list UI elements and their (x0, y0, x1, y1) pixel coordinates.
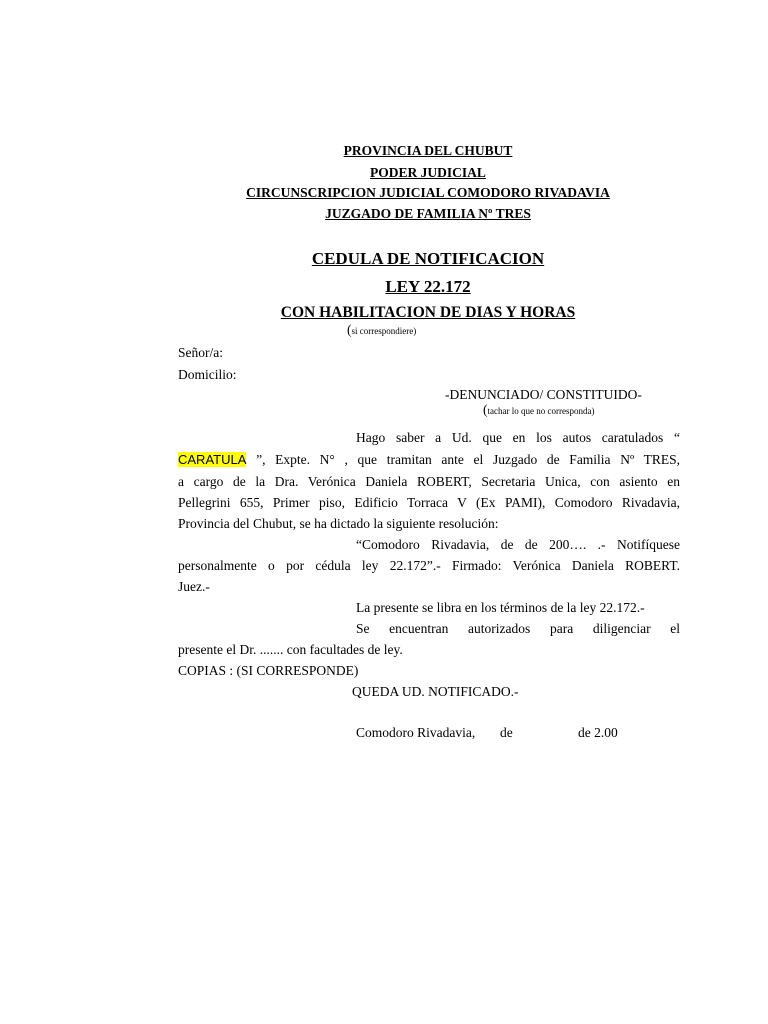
tachar-text: tachar lo que no corresponda) (487, 406, 595, 416)
body-p1-line3: a cargo de la Dra. Verónica Daniela ROBERT, Secretaria Unica, con asiento en (178, 474, 680, 489)
body-p1-line4: Pellegrini 655, Primer piso, Edificio Torraca V (Ex PAMI), Comodoro Rivadavia, (178, 495, 680, 510)
date-year: de 2.00 (578, 725, 618, 740)
body-p4-line2: presente el Dr. ....... con facultades de ley. (178, 642, 403, 657)
body-p1-line2-rest: ”, Expte. N° , que tramitan ante el Juzgado de Familia Nº TRES, (246, 452, 680, 467)
habilitacion-title: CON HABILITACION DE DIAS Y HORAS (280, 304, 576, 321)
tachar-note (483, 401, 594, 419)
paren-open: ( (483, 402, 488, 417)
denunciado-label: -DENUNCIADO/ CONSTITUIDO- (445, 387, 642, 402)
header-province: PROVINCIA DEL CHUBUT (343, 143, 513, 158)
date-place: Comodoro Rivadavia, (356, 725, 476, 740)
senor-label: Señor/a: (178, 345, 223, 360)
body-p1-line5: Provincia del Chubut, se ha dictado la siguiente resolución: (178, 516, 499, 531)
date-de: de (500, 725, 513, 740)
body-p2-line3: Juez.- (178, 579, 210, 594)
body-p4-line1: Se encuentran autorizados para diligenciar el (356, 621, 680, 636)
queda-notificado: QUEDA UD. NOTIFICADO.- (352, 684, 519, 699)
law-title: LEY 22.172 (385, 277, 471, 296)
si-correspondiere-note (347, 321, 416, 339)
copias-line: COPIAS : (SI CORRESPONDE) (178, 663, 359, 678)
body-p1-line1: Hago saber a Ud. que en los autos caratulados “ (356, 430, 680, 445)
header-judicial-power: PODER JUDICIAL (370, 165, 486, 180)
body-p1-line2 (178, 452, 680, 468)
document-title: CEDULA DE NOTIFICACION (311, 249, 545, 268)
body-p3: La presente se libra en los términos de la ley 22.172.- (356, 600, 645, 615)
si-correspondiere-text: si correspondiere) (351, 326, 417, 336)
header-court: JUZGADO DE FAMILIA Nº TRES (325, 206, 531, 221)
domicilio-label: Domicilio: (178, 367, 237, 382)
paren-open: ( (347, 322, 352, 337)
body-p2-line1: “Comodoro Rivadavia, de de 200…. .- Notifíquese (356, 537, 680, 552)
header-circumscription: CIRCUNSCRIPCION JUDICIAL COMODORO RIVADAVIA (246, 185, 610, 200)
caratula-highlight: CARATULA (178, 452, 247, 467)
body-p2-line2: personalmente o por cédula ley 22.172”.- Firmado: Verónica Daniela ROBERT. (178, 558, 680, 573)
